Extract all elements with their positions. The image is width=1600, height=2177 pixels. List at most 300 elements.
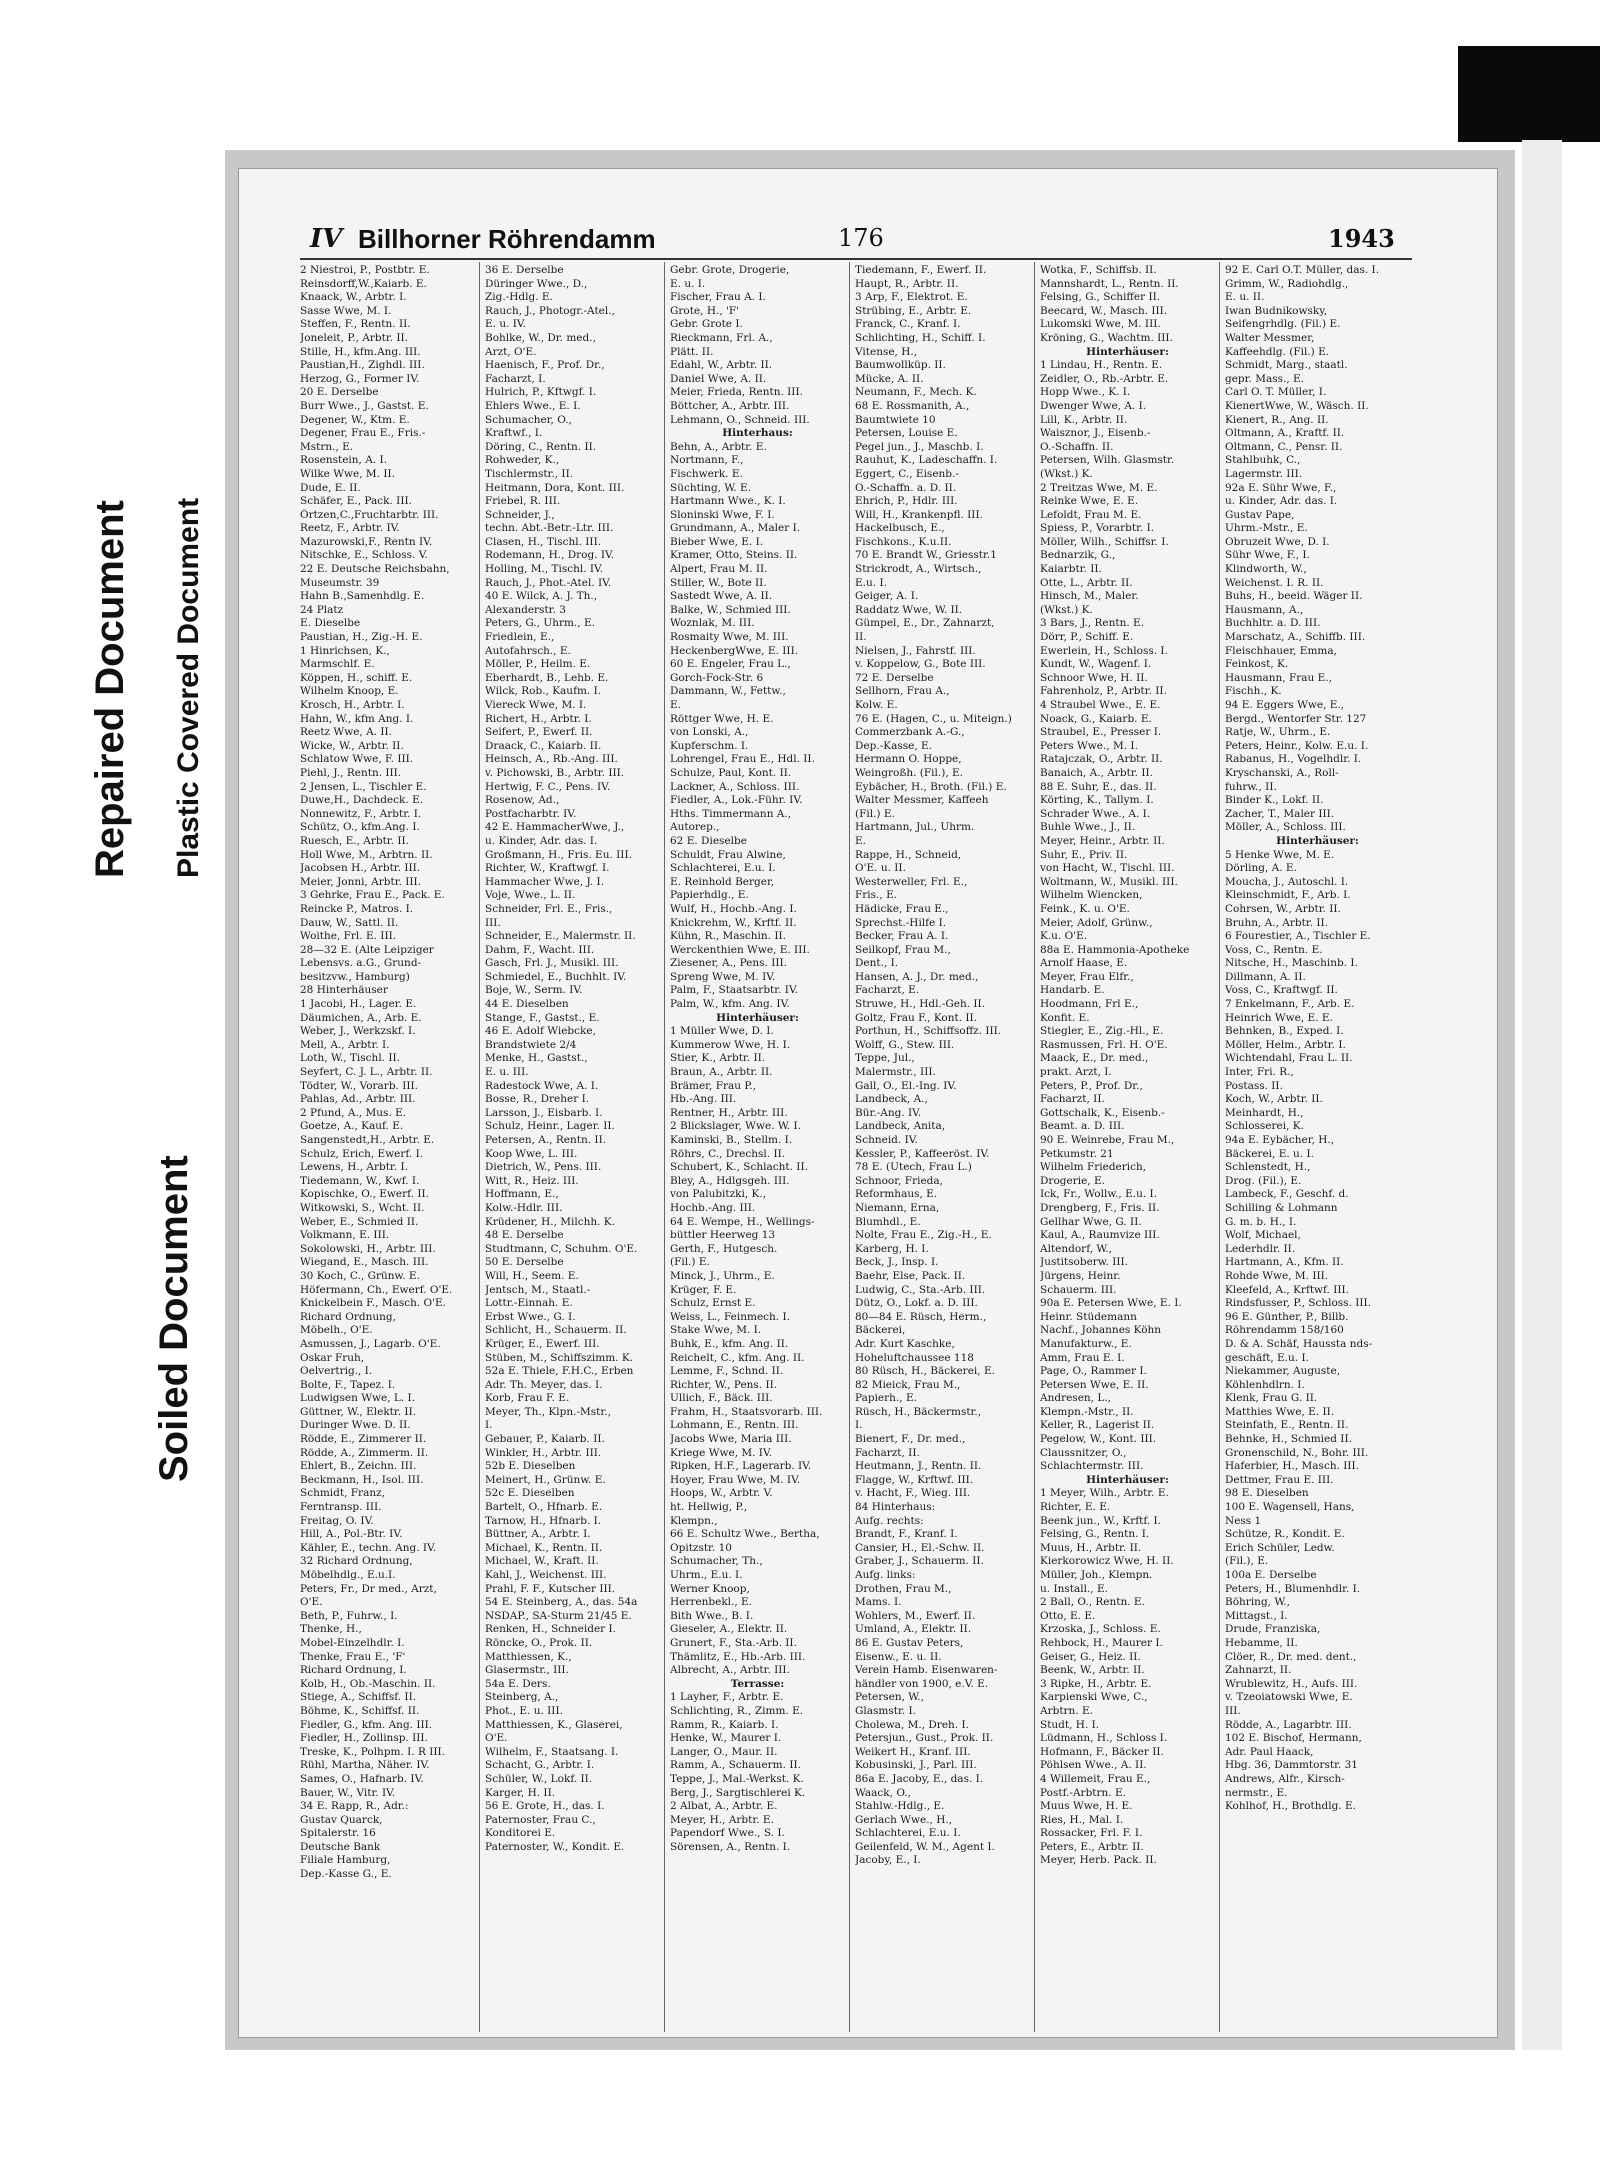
directory-entry: Nortmann, F., [670, 454, 744, 467]
directory-entry: Otto, E. E. [1040, 1609, 1096, 1622]
directory-entry: Sühr Wwe, F., I. [1225, 549, 1310, 562]
directory-entry: Fris., E. [855, 889, 898, 902]
directory-entry: Wohlers, M., Ewerf. II. [855, 1609, 976, 1622]
directory-entry: 52a E. Thiele, F.H.C., Erben [485, 1365, 634, 1378]
directory-entry: 2 Albat, A., Arbtr. E. [670, 1800, 778, 1813]
directory-entry: Ramm, R., Kaiarb. I. [670, 1718, 779, 1731]
directory-entry: Alpert, Frau M. II. [670, 563, 768, 576]
directory-entry: Böttcher, A., Arbtr. III. [670, 399, 790, 412]
directory-entry: Arnolf Haase, E. [1040, 957, 1128, 970]
directory-entry: Bauer, W., Vitr. IV. [300, 1786, 396, 1799]
edge-number: 1 [1586, 1395, 1598, 1416]
directory-entry: D. & A. Schäf, Haussta nds- [1225, 1337, 1373, 1350]
directory-entry: Stahlw.-Hdlg., E. [855, 1800, 945, 1813]
directory-entry: Muus Wwe, H. E. [1040, 1800, 1133, 1813]
directory-entry: Justitsoberw. III. [1040, 1256, 1129, 1269]
directory-entry: E. u. III. [485, 1066, 529, 1079]
directory-entry: Fischkons., K.u.II. [855, 535, 952, 548]
directory-entry: Obruzeit Wwe, D. I. [1225, 535, 1330, 548]
directory-entry: Fleischhauer, Emma, [1225, 644, 1337, 657]
directory-entry: Behnke, H., Schmied II. [1225, 1433, 1352, 1446]
directory-entry: Landbeck, Anita, [855, 1120, 946, 1133]
directory-entry: Palm, F., Staatsarbtr. IV. [670, 984, 799, 997]
directory-entry: Hinterhaus: [722, 427, 793, 440]
directory-entry: Buhs, H., beeid. Wäger II. [1225, 590, 1363, 603]
directory-entry: Larsson, J., Eisbarb. I. [485, 1106, 603, 1119]
directory-entry: Kramer, Otto, Steins. II. [670, 549, 798, 562]
directory-entry: 2 Ball, O., Rentn. E. [1040, 1596, 1145, 1609]
directory-entry: Bieber Wwe, E. I. [670, 535, 764, 548]
directory-entry: Blumhdl., E. [855, 1215, 921, 1228]
directory-entry: Cansier, H., El.-Schw. II. [855, 1541, 985, 1554]
directory-entry: Woznlak, M. III. [670, 617, 755, 630]
directory-entry: 1 Müller Wwe, D. I. [670, 1025, 774, 1038]
directory-entry: Baehr, Else, Pack. II. [855, 1269, 966, 1282]
directory-entry: Wilhelm, F., Staatsang. I. [485, 1745, 619, 1758]
directory-entry: Otte, L., Arbtr. II. [1040, 576, 1133, 589]
directory-entry: besitzvw., Hamburg) [300, 970, 410, 983]
directory-entry: Reincke P., Matros. I. [300, 902, 414, 915]
directory-entry: Stake Wwe, M. I. [670, 1324, 762, 1337]
directory-entry: Nolte, Frau E., Zig.-H., E. [855, 1229, 992, 1242]
directory-entry: Schulz, Erich, Ewerf. I. [300, 1147, 424, 1160]
directory-entry: Sames, O., Hafnarb. IV. [300, 1772, 424, 1785]
directory-entry: Rosenstein, A. I. [300, 454, 387, 467]
column-divider [1219, 262, 1220, 2032]
directory-entry: Lukomski Wwe, M. III. [1040, 318, 1161, 331]
directory-entry: E. [670, 699, 682, 711]
directory-entry: Uhrm., E.u. I. [670, 1569, 743, 1581]
directory-entry: Reetz, F., Arbtr. IV. [300, 522, 400, 535]
directory-entry: Koop Wwe, L. III. [485, 1147, 578, 1160]
directory-entry: Albrecht, A., Arbtr. III. [670, 1664, 790, 1677]
directory-entry: 100a E. Derselbe [1225, 1569, 1317, 1581]
directory-entry: Petersjun., Gust., Prok. II. [855, 1732, 994, 1745]
directory-entry: Moucha, J., Autoschl. I. [1225, 875, 1349, 888]
directory-entry: Wotka, F., Schiffsb. II. [1040, 264, 1157, 276]
directory-entry: Karberg, H. I. [855, 1242, 929, 1255]
directory-entry: Bohlke, W., Dr. med., [485, 331, 596, 344]
directory-entry: Gasch, Frl. J., Musikl. III. [485, 957, 619, 970]
directory-entry: v. Pichowski, B., Arbtr. III. [485, 766, 625, 779]
directory-entry: Gerlach Wwe., H., [855, 1813, 953, 1826]
directory-entry: 86a E. Jacoby, E., das. I. [855, 1772, 984, 1785]
directory-entry: Niemann, Erna, [855, 1201, 940, 1214]
directory-entry: Köppen, H., schiff. E. [300, 671, 413, 684]
directory-entry: Fiedler, G., kfm. Ang. III. [300, 1718, 433, 1731]
directory-entry: Handarb. E. [1040, 984, 1105, 997]
directory-entry: (Wkst.) K. [1040, 467, 1093, 480]
directory-entry: Ness 1 [1225, 1514, 1262, 1527]
directory-entry: Woltmann, W., Musikl. III. [1040, 875, 1178, 888]
directory-entry: E. u. II. [1225, 291, 1265, 304]
directory-entry: Gorch-Fock-Str. 6 [670, 671, 764, 684]
directory-entry: Klenk, Frau G. II. [1225, 1392, 1318, 1405]
directory-entry: Krüger, E., Ewerf. III. [485, 1337, 600, 1350]
directory-entry: Nonnewitz, F., Arbtr. I. [300, 807, 422, 820]
directory-entry: Schüler, W., Lokf. II. [485, 1772, 593, 1785]
directory-entry: Jacobs Wwe, Maria III. [670, 1433, 792, 1446]
directory-entry: 70 E. Brandt W., Griesstr.1 [855, 549, 997, 562]
directory-entry: Wilck, Rob., Kaufm. I. [485, 685, 602, 698]
directory-entry: O.-Schaffn. II. [1040, 440, 1114, 453]
directory-entry: Ehlert, B., Zeichn. III. [300, 1460, 417, 1473]
directory-entry: Drengberg, F., Fris. II. [1040, 1201, 1160, 1214]
directory-entry: Möller, P., Heilm. E. [485, 658, 591, 671]
directory-entry: Volkmann, E. III. [300, 1229, 390, 1242]
directory-entry: Lewens, H., Arbtr. I. [300, 1161, 408, 1174]
directory-entry: Straubel, E., Presser I. [1040, 726, 1162, 739]
directory-entry: Spitalerstr. 16 [300, 1827, 376, 1840]
directory-entry: Reformhaus, E. [855, 1188, 938, 1201]
directory-entry: Aufg. rechts: [855, 1514, 924, 1527]
directory-entry: Bosse, R., Dreher I. [485, 1093, 590, 1106]
directory-entry: 86 E. Gustav Peters, [855, 1636, 964, 1649]
directory-entry: Heutmann, J., Rentn. II. [855, 1460, 982, 1473]
directory-entry: E. Reinhold Berger, [670, 875, 775, 888]
directory-entry: Oskar Fruh, [300, 1351, 365, 1364]
directory-entry: Keller, R., Lagerist II. [1040, 1419, 1155, 1432]
directory-entry: Herzog, G., Former IV. [300, 372, 420, 385]
directory-entry: Radestock Wwe, A. I. [485, 1079, 599, 1092]
directory-entry: Goltz, Frau F., Kont. II. [855, 1011, 977, 1024]
directory-entry: Glasmstr. I. [855, 1704, 916, 1717]
directory-entry: E.u. I. [855, 576, 887, 589]
directory-entry: 64 E. Wempe, H., Wellings- [670, 1215, 815, 1228]
directory-entry: Däumichen, A., Arb. E. [300, 1011, 422, 1024]
directory-entry: Postass. II. [1225, 1079, 1283, 1092]
directory-entry: Ludwigsen Wwe, L. I. [300, 1392, 416, 1405]
directory-entry: 94a E. Eybächer, H., [1225, 1134, 1335, 1146]
directory-entry: Holling, M., Tischl. IV. [485, 563, 604, 576]
directory-entry: Ick, Fr., Wollw., E.u. I. [1040, 1188, 1158, 1201]
column-divider [479, 262, 480, 2032]
directory-entry: Kröning, G., Wachtm. III. [1040, 331, 1173, 344]
directory-entry: 102 E. Bischof, Hermann, [1225, 1732, 1362, 1745]
directory-entry: 3 Bars, J., Rentn. E. [1040, 617, 1145, 630]
directory-entry: Andresen, L., [1040, 1392, 1111, 1405]
directory-entry: Örtzen,C.,Fruchtarbtr. III. [300, 508, 439, 521]
directory-entry: Gustav Quarck, [300, 1813, 383, 1826]
directory-entry: 84 Hinterhaus: [855, 1501, 936, 1514]
directory-entry: 90a E. Petersen Wwe, E. I. [1040, 1297, 1182, 1310]
directory-entry: Rasmussen, Frl. H. O'E. [1040, 1038, 1168, 1051]
directory-entry: Teppe, J., Mal.-Werkst. K. [670, 1772, 804, 1785]
directory-entry: 52c E. Dieselben [485, 1487, 575, 1500]
directory-entry: Baumtwiete 10 [855, 413, 936, 426]
directory-entry: Werner Knoop, [670, 1582, 750, 1595]
directory-entry: Schmiedel, E., Buchhlt. IV. [485, 970, 627, 983]
directory-entry: Möller, Helm., Arbtr. I. [1225, 1038, 1346, 1051]
directory-entry: Gerth, F., Hutgesch. [670, 1242, 778, 1255]
directory-entry: Rödde, A., Zimmerm. II. [300, 1446, 429, 1459]
directory-entry: Fischer, Frau A. I. [670, 291, 766, 304]
directory-entry: Beecard, W., Masch. III. [1040, 304, 1168, 317]
directory-entry: Meyer, Heinr., Arbtr. II. [1040, 834, 1165, 847]
directory-entry: Mobel-Einzelhdlr. I. [300, 1636, 405, 1649]
year: 1943 [1328, 224, 1395, 253]
directory-entry: Kolw. E. [855, 699, 898, 711]
directory-entry: Degener, W., Ktm. E. [300, 413, 410, 426]
directory-entry: Stahlbuhk, C., [1225, 454, 1301, 467]
directory-entry: Stüben, M., Schiffszimm. K. [485, 1351, 634, 1364]
directory-entry: Treske, K., Polhpm. I. R III. [300, 1745, 446, 1758]
directory-entry: geschäft, E.u. I. [1225, 1351, 1309, 1364]
directory-entry: Schulze, Paul, Kont. II. [670, 766, 792, 779]
directory-entry: Umland, A., Elektr. II. [855, 1623, 972, 1636]
directory-entry: Studtmann, C, Schuhm. O'E. [485, 1242, 638, 1255]
directory-entry: Ruesch, E., Arbtr. II. [300, 834, 409, 847]
directory-entry: Schulz, Heinr., Lager. II. [485, 1120, 615, 1133]
directory-entry: Zeidler, O., Rb.-Arbtr. E. [1040, 372, 1169, 385]
directory-entry: Mams. I. [855, 1596, 902, 1609]
directory-entry: Rauch, J., Phot.-Atel. IV. [485, 576, 612, 589]
column-divider [1034, 262, 1035, 2032]
directory-entry: Studt, H. I. [1040, 1718, 1100, 1731]
directory-entry: Krüdener, H., Milchh. K. [485, 1215, 615, 1228]
directory-entry: 56 E. Grote, H., das. I. [485, 1800, 605, 1813]
directory-entry: Tischlermstr., II. [485, 467, 574, 480]
directory-entry: Stille, H., kfm.Ang. III. [300, 345, 421, 358]
directory-entry: Herrenbekl., E. [670, 1596, 753, 1609]
directory-entry: Kryschanski, A., Roll- [1225, 766, 1339, 779]
edge-number: 1 [1586, 825, 1598, 846]
directory-entry: fuhrw., II. [1225, 780, 1277, 793]
directory-entry: Ripken, H.F., Lagerarb. IV. [670, 1460, 812, 1473]
directory-entry: Daniel Wwe, A. II. [670, 372, 767, 385]
directory-entry: Prahl, F. F., Kutscher III. [485, 1582, 616, 1595]
directory-entry: Hartmann, A., Kfm. II. [1225, 1256, 1344, 1269]
directory-entry: Felsing, G., Schiffer II. [1040, 291, 1161, 304]
directory-entry: Beenk, W., Arbtr. II. [1040, 1664, 1145, 1677]
directory-entry: E. Dieselbe [300, 617, 361, 630]
directory-entry: Hoheluftchaussee 118 [855, 1351, 974, 1364]
directory-entry: 76 E. (Hagen, C., u. Miteign.) [855, 712, 1012, 725]
directory-entry: Schnoor Wwe, H. II. [1040, 671, 1148, 684]
directory-entry: Autofahrsch., E. [485, 644, 571, 657]
directory-entry: Grimm, W., Radiohdlg., [1225, 277, 1349, 290]
directory-entry: Rohde Wwe, M. III. [1225, 1269, 1329, 1282]
directory-entry: Beckmann, H., Isol. III. [300, 1473, 424, 1486]
directory-entry: Bür.-Ang. IV. [855, 1106, 922, 1119]
directory-entry: Dep.-Kasse, E. [855, 739, 933, 752]
directory-entry: Brämer, Frau P., [670, 1079, 756, 1092]
directory-entry: K.u. O'E. [1040, 930, 1088, 943]
directory-entry: Kupferschm. I. [670, 739, 749, 752]
directory-entry: Asmussen, J., Lagarb. O'E. [300, 1337, 441, 1350]
directory-entry: Bäckerei, E. u. I. [1225, 1147, 1314, 1160]
directory-entry: 80—84 E. Rüsch, Herm., [855, 1310, 987, 1323]
directory-entry: Schnoor, Frieda, [855, 1174, 943, 1187]
directory-entry: Dep.-Kasse G., E. [300, 1868, 392, 1881]
directory-entry: Heitmann, Dora, Kont. III. [485, 481, 625, 494]
directory-entry: Erich Schüler, Ledw. [1225, 1541, 1335, 1554]
directory-entry: Schilling & Lohmann [1225, 1201, 1338, 1214]
directory-entry: 88 E. Suhr, E., das. II. [1040, 780, 1157, 793]
directory-entry: Hochb.-Ang. III. [670, 1201, 756, 1214]
directory-entry: Will, H., Krankenpfl. III. [855, 508, 983, 521]
directory-entry: 1 Jacobi, H., Lager. E. [300, 998, 417, 1011]
directory-entry: Richert, H., Arbtr. I. [485, 712, 592, 725]
directory-column-2 [485, 264, 660, 2024]
directory-entry: Strübing, E., Arbtr. E. [855, 304, 972, 317]
directory-entry: Schneid. IV. [855, 1134, 918, 1146]
directory-entry: Rodemann, H., Drog. IV. [485, 549, 615, 562]
directory-entry: Eberhardt, B., Lehb. E. [485, 671, 609, 684]
directory-entry: Krosch, H., Arbtr. I. [300, 699, 405, 711]
directory-entry: Hofmann, F., Bäcker II. [1040, 1745, 1164, 1758]
directory-entry: 2 Niestroi, P., Postbtr. E. [300, 264, 430, 276]
directory-entry: Verein Hamb. Eisenwaren- [855, 1664, 998, 1677]
directory-entry: Rindsfusser, P., Schloss. III. [1225, 1297, 1372, 1310]
directory-entry: Klempn., [670, 1514, 718, 1527]
directory-entry: Kleinschmidt, F., Arb. I. [1225, 889, 1351, 902]
directory-entry: Commerzbank A.-G., [855, 726, 965, 739]
directory-entry: Freitag, O. IV. [300, 1514, 374, 1527]
directory-entry: (Wkst.) K. [1040, 603, 1093, 616]
directory-entry: Eybächer, H., Broth. (Fil.) E. [855, 780, 1007, 793]
directory-entry: u. Kinder, Adr. das. I. [485, 834, 598, 847]
directory-entry: Schlenstedt, H., [1225, 1161, 1311, 1174]
directory-entry: Krüger, F. E. [670, 1283, 737, 1296]
directory-entry: O'E. u. II. [855, 862, 906, 875]
directory-entry: 50 E. Derselbe [485, 1256, 564, 1269]
directory-entry: Brandt, F., Kranf. I. [855, 1528, 958, 1541]
directory-entry: Buchhltr. a. D. III. [1225, 617, 1321, 630]
directory-entry: Ewerlein, H., Schloss. I. [1040, 644, 1168, 657]
directory-entry: Pahlas, Ad., Arbtr. III. [300, 1093, 416, 1106]
directory-entry: Möller, A., Schloss. III. [1225, 821, 1346, 834]
directory-entry: Flagge, W., Krftwf. III. [855, 1473, 974, 1486]
directory-entry: Postfacharbtr. IV. [485, 807, 577, 820]
directory-entry: Seifert, P., Ewerf. II. [485, 726, 593, 739]
directory-entry: Voje, Wwe., L. II. [485, 889, 576, 902]
directory-entry: Aufg. links: [855, 1569, 916, 1581]
directory-entry: 4 Straubel Wwe., E. E. [1040, 699, 1161, 711]
directory-entry: Gottschalk, K., Eisenb.- [1040, 1106, 1165, 1119]
directory-entry: Gellhar Wwe, G. II. [1040, 1215, 1142, 1228]
directory-entry: Schütze, R., Kondit. E. [1225, 1528, 1345, 1541]
directory-entry: Teppe, Jul., [855, 1052, 915, 1065]
directory-entry: Heinrich Wwe, E. E. [1225, 1011, 1333, 1024]
directory-entry: 72 E. Derselbe [855, 671, 934, 684]
directory-entry: Jürgens, Heinr. [1040, 1269, 1121, 1282]
directory-entry: Heinsch, A., Rb.-Ang. III. [485, 753, 618, 766]
plastic-covered-label: Plastic Covered Document [172, 497, 205, 878]
directory-entry: Thämlitz, E., Hb.-Arb. III. [670, 1650, 806, 1663]
directory-entry: Meyer, Herb. Pack. II. [1040, 1854, 1157, 1867]
directory-entry: Braun, A., Arbtr. II. [670, 1066, 773, 1079]
directory-entry: Postf.-Arbtrn. E. [1040, 1786, 1126, 1799]
directory-entry: Pegel jun., J., Maschb. I. [855, 440, 984, 453]
directory-entry: Thenke, Frau E., 'F' [300, 1650, 406, 1663]
directory-entry: Dütz, O., Lokf. a. D. III. [855, 1297, 978, 1310]
directory-entry: Erbst Wwe., G. I. [485, 1310, 576, 1323]
directory-entry: Hartmann Wwe., K. I. [670, 495, 786, 508]
directory-entry: Hill, A., Pol.-Btr. IV. [300, 1528, 403, 1541]
directory-entry: Meier, Jonni, Arbtr. III. [300, 875, 422, 888]
directory-entry: Marmschlf. E. [300, 658, 375, 671]
directory-entry: Kundt, W., Wagenf. I. [1040, 658, 1152, 671]
directory-entry: Binder K., Lokf. II. [1225, 794, 1324, 807]
directory-entry: Neumann, F., Mech. K. [855, 386, 977, 399]
directory-entry: Hermann O. Hoppe, [855, 753, 962, 766]
directory-entry: Adr. Kurt Kaschke, [855, 1337, 955, 1350]
directory-entry: Bednarzik, G., [1040, 549, 1116, 562]
directory-entry: Friedlein, E., [485, 631, 555, 644]
directory-entry: Hoodmann, Frl E., [1040, 998, 1139, 1011]
directory-entry: Menke, H., Gastst., [485, 1052, 588, 1065]
column-divider [849, 262, 850, 2032]
directory-entry: Kühn, R., Maschin. II. [670, 930, 786, 943]
directory-entry: Suhr, E., Priv. II. [1040, 848, 1128, 861]
directory-entry: Langer, O., Maur. II. [670, 1745, 778, 1758]
directory-entry: 96 E. Günther, P., Billb. [1225, 1310, 1349, 1323]
directory-entry: Seyfert, C. J. L., Arbtr. II. [300, 1066, 433, 1079]
directory-entry: 54a E. Ders. [485, 1677, 551, 1690]
directory-entry: Hausmann, Frau E., [1225, 671, 1332, 684]
directory-entry: Niekammer, Auguste, [1225, 1365, 1341, 1378]
directory-entry: Kaiarbtr. II. [1040, 563, 1102, 576]
directory-entry: Hoops, W., Arbtr. V. [670, 1487, 773, 1500]
directory-entry: Andrews, Alfr., Kirsch- [1225, 1772, 1345, 1785]
directory-entry: 1 Lindau, H., Rentn. E. [1040, 359, 1163, 372]
directory-entry: Hertwig, F. C., Pens. IV. [485, 780, 611, 793]
directory-entry: Hbg. 36, Dammtorstr. 31 [1225, 1759, 1358, 1772]
directory-entry: Möbelhdlg., E.u.I. [300, 1569, 396, 1581]
directory-entry: Gall, O., El.-Ing. IV. [855, 1079, 957, 1092]
directory-entry: Meyer, Th., Klpn.-Mstr., [485, 1405, 611, 1418]
directory-entry: I. [855, 1419, 863, 1432]
street-title: Billhorner Röhrendamm [358, 224, 656, 254]
directory-entry: v. Koppelow, G., Bote III. [855, 658, 986, 671]
directory-entry: Waack, O., [855, 1786, 911, 1799]
directory-entry: Bley, A., Hdlgsgeh. III. [670, 1174, 790, 1187]
directory-entry: Schmidt, Marg., staatl. [1225, 359, 1348, 372]
directory-entry: 2 Jensen, L., Tischler E. [300, 780, 427, 793]
directory-column-5 [1040, 264, 1215, 2024]
directory-entry: Richter, W., Pens. II. [670, 1378, 778, 1391]
directory-entry: Dahm, F., Wacht. III. [485, 943, 595, 956]
directory-entry: 46 E. Adolf Wiebcke, [485, 1025, 596, 1038]
directory-entry: Möller, Wilh., Schiffsr. I. [1040, 535, 1169, 548]
directory-entry: 68 E. Rossmanith, A., [855, 399, 970, 412]
directory-entry: Meier, Adolf, Grünw., [1040, 916, 1153, 929]
directory-entry: Dörling, A. E. [1225, 862, 1297, 875]
directory-entry: Ehrich, P., Hdlr. III. [855, 495, 958, 508]
directory-entry: Walter Messmer, [1225, 331, 1315, 344]
directory-entry: von Lonski, A., [670, 726, 749, 739]
directory-entry: Steinfath, E., Rentn. II. [1225, 1419, 1349, 1432]
directory-entry: Richard Ordnung, I. [300, 1664, 407, 1677]
directory-entry: Peters, H., Blumenhdlr. I. [1225, 1582, 1361, 1595]
directory-entry: Paustian, H., Zig.-H. E. [300, 631, 423, 644]
directory-entry: Schneider, J., [485, 508, 555, 521]
directory-entry: Büttner, A., Arbtr. I. [485, 1528, 591, 1541]
directory-entry: händler von 1900, e.V. E. [855, 1677, 989, 1690]
directory-entry: Nitschke, E., Schloss. V. [300, 549, 428, 562]
directory-entry: Wulf, H., Hochb.-Ang. I. [670, 902, 797, 915]
directory-entry: Feink., K. u. O'E. [1040, 902, 1130, 915]
directory-entry: Fiedler, H., Zollinsp. III. [300, 1732, 428, 1745]
directory-entry: Pöhlsen Wwe., A. II. [1040, 1759, 1147, 1772]
directory-entry: Arzt, O'E. [485, 345, 537, 358]
directory-entry: II. [855, 631, 867, 644]
directory-entry: Schauerm. III. [1040, 1283, 1117, 1296]
directory-entry: Dietrich, W., Pens. III. [485, 1161, 602, 1174]
directory-entry: Friebel, R. III. [485, 495, 561, 508]
directory-entry: (Fil.) E. [855, 807, 895, 820]
